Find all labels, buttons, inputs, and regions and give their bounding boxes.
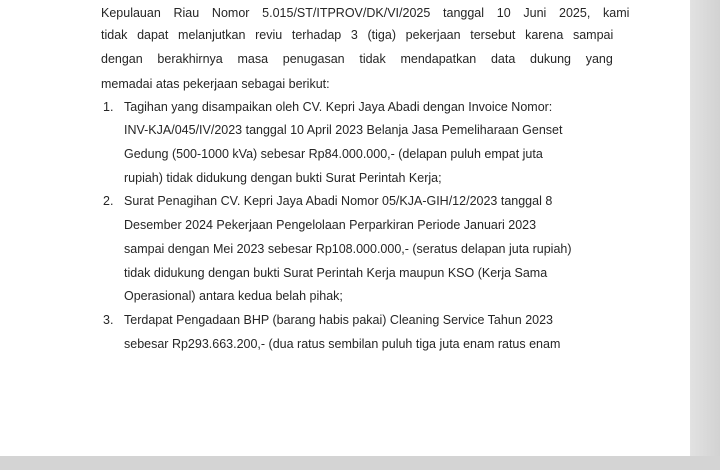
list-item-number: 3. bbox=[103, 313, 114, 327]
list-item-number: 2. bbox=[103, 194, 114, 208]
list-item-line: INV-KJA/045/IV/2023 tanggal 10 April 2023 Belanja Jasa Pemeliharaan Genset bbox=[124, 123, 563, 137]
list-item-line: sampai dengan Mei 2023 sebesar Rp108.000.000,- (seratus delapan juta rupiah) bbox=[124, 242, 572, 256]
list-item-line: Tagihan yang disampaikan oleh CV. Kepri Jaya Abadi dengan Invoice Nomor: bbox=[124, 100, 553, 114]
intro-line: dengan berakhirnya masa penugasan tidak mendapatkan data dukung yang bbox=[101, 52, 613, 66]
list-item-line: Desember 2024 Pekerjaan Pengelolaan Perparkiran Periode Januari 2023 bbox=[124, 218, 537, 232]
intro-line: memadai atas pekerjaan sebagai berikut: bbox=[101, 77, 330, 91]
intro-line: tidak dapat melanjutkan reviu terhadap 3 (tiga) pekerjaan tersebut karena sampai bbox=[101, 28, 614, 42]
scan-edge-right bbox=[690, 0, 720, 470]
list-item-line: rupiah) tidak didukung dengan bukti Surat Perintah Kerja; bbox=[124, 171, 442, 185]
scan-edge-bottom bbox=[0, 456, 720, 470]
list-item-line: sebesar Rp293.663.200,- (dua ratus sembilan puluh tiga juta enam ratus enam bbox=[124, 337, 561, 351]
list-item-line: Operasional) antara kedua belah pihak; bbox=[124, 289, 343, 303]
list-item-line: Gedung (500-1000 kVa) sebesar Rp84.000.000,- (delapan puluh empat juta bbox=[124, 147, 543, 161]
list-item-line: Terdapat Pengadaan BHP (barang habis pakai) Cleaning Service Tahun 2023 bbox=[124, 313, 554, 327]
list-item-number: 1. bbox=[103, 100, 114, 114]
list-item-line: tidak didukung dengan bukti Surat Perintah Kerja maupun KSO (Kerja Sama bbox=[124, 266, 548, 280]
intro-line: Kepulauan Riau Nomor 5.015/ST/ITPROV/DK/VI/2025 tanggal 10 Juni 2025, kami bbox=[101, 6, 630, 20]
list-item-line: Surat Penagihan CV. Kepri Jaya Abadi Nomor 05/KJA-GIH/12/2023 tanggal 8 bbox=[124, 194, 553, 208]
